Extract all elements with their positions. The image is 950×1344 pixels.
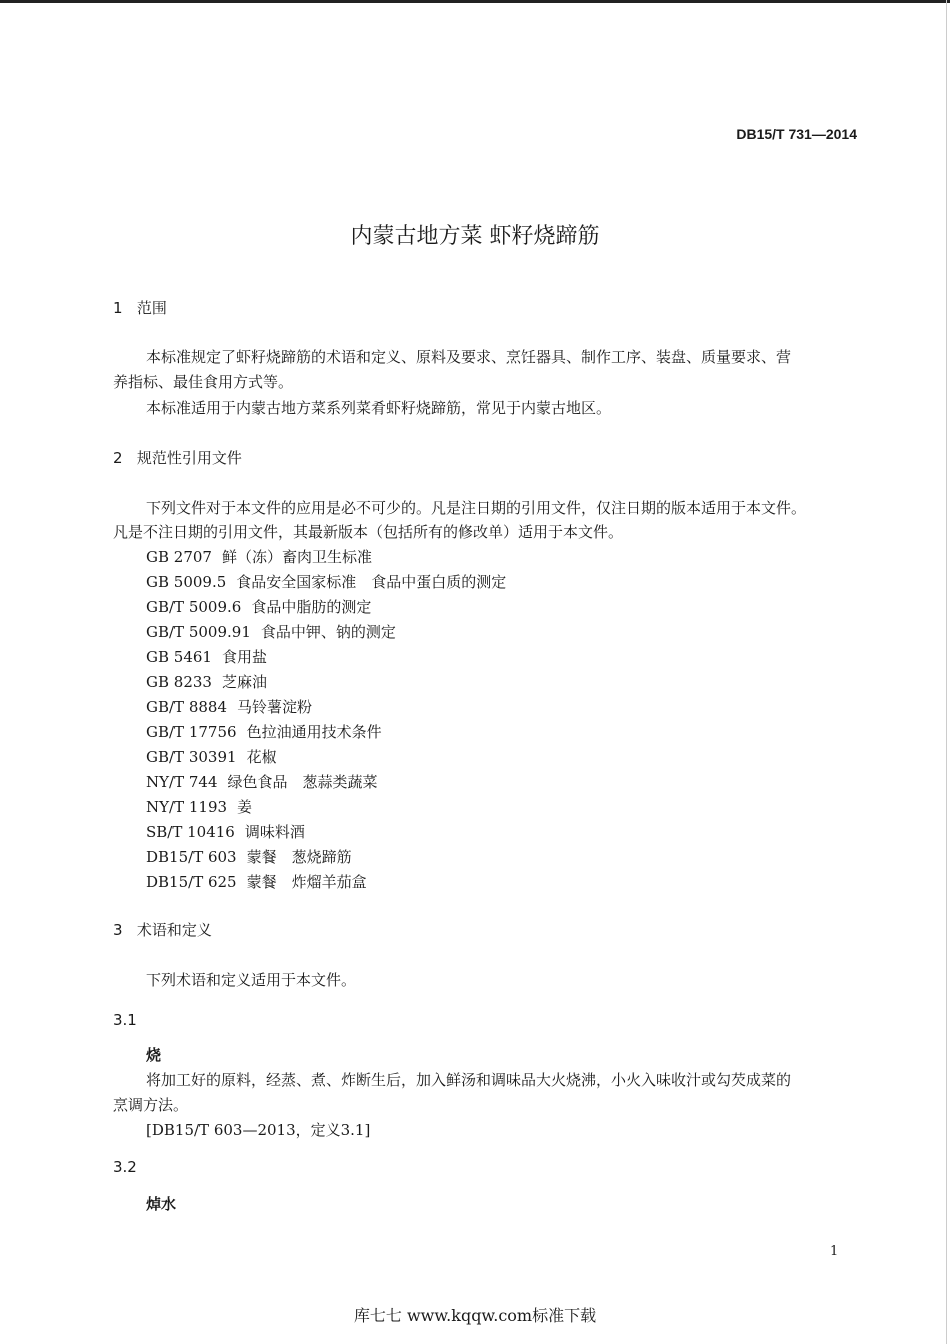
section-title: 术语和定义 — [136, 921, 212, 939]
reference-title: 色拉油通用技术条件 — [246, 723, 382, 741]
reference-item — [146, 672, 267, 692]
reference-item — [146, 772, 378, 792]
reference-item — [146, 622, 396, 642]
reference-item — [146, 822, 305, 842]
reference-code: GB 5009.5 — [146, 573, 227, 591]
reference-item — [146, 547, 372, 567]
reference-title: 蒙餐 炸熘羊茄盒 — [246, 873, 367, 891]
reference-title: 食品中脂肪的测定 — [251, 598, 372, 616]
paragraph-line: 凡是不注日期的引用文件，其最新版本（包括所有的修改单）适用于本文件。 — [113, 523, 624, 541]
reference-item — [146, 872, 367, 892]
term-number: 3.1 — [113, 1011, 137, 1029]
reference-code: SB/T 10416 — [146, 823, 235, 841]
section-number: 3 — [113, 921, 123, 939]
reference-item — [146, 697, 312, 717]
section-title: 范围 — [136, 299, 167, 317]
reference-title: 蒙餐 葱烧蹄筋 — [246, 848, 352, 866]
reference-title: 鲜（冻）畜肉卫生标准 — [221, 548, 372, 566]
paragraph-line: 本标准规定了虾籽烧蹄筋的术语和定义、原料及要求、烹饪器具、制作工序、装盘、质量要求、营 — [146, 348, 792, 366]
page-title: 内蒙古地方菜 虾籽烧蹄筋 — [350, 224, 600, 249]
reference-code: GB/T 30391 — [146, 748, 237, 766]
reference-item — [146, 647, 267, 667]
reference-title: 马铃薯淀粉 — [237, 698, 313, 716]
reference-title: 食用盐 — [221, 648, 267, 666]
footer-watermark: 库七七 www.kqqw.com标准下载 — [353, 1306, 597, 1325]
reference-code: DB15/T 625 — [146, 873, 237, 891]
reference-code: NY/T 744 — [146, 773, 218, 791]
section-1-heading — [113, 298, 167, 318]
paragraph-line: 本标准适用于内蒙古地方菜系列菜肴虾籽烧蹄筋，常见于内蒙古地区。 — [146, 399, 612, 417]
term: 焯水 — [146, 1195, 177, 1213]
reference-item — [146, 722, 382, 742]
reference-code: GB/T 17756 — [146, 723, 237, 741]
reference-item — [146, 572, 506, 592]
reference-title: 花椒 — [246, 748, 277, 766]
reference-title: 食品安全国家标准 食品中蛋白质的测定 — [236, 573, 507, 591]
reference-item — [146, 797, 252, 817]
paragraph-line: 下列文件对于本文件的应用是必不可少的。凡是注日期的引用文件，仅注日期的版本适用于本文件。 — [146, 499, 807, 517]
scan-border-right — [946, 0, 947, 1344]
reference-item — [146, 747, 277, 767]
reference-title: 姜 — [237, 798, 253, 816]
definition-source: [DB15/T 603—2013，定义3.1] — [146, 1121, 371, 1139]
reference-item — [146, 847, 352, 867]
reference-title: 绿色食品 葱蒜类蔬菜 — [227, 773, 378, 791]
page-number: 1 — [830, 1244, 839, 1259]
reference-title: 食品中钾、钠的测定 — [260, 623, 396, 641]
section-title: 规范性引用文件 — [136, 449, 242, 467]
reference-code: NY/T 1193 — [146, 798, 228, 816]
paragraph-line: 下列术语和定义适用于本文件。 — [146, 971, 357, 989]
reference-code: GB 2707 — [146, 548, 212, 566]
section-number: 2 — [113, 449, 123, 467]
reference-code: GB/T 8884 — [146, 698, 228, 716]
paragraph-line: 养指标、最佳食用方式等。 — [113, 373, 294, 391]
term-number: 3.2 — [113, 1158, 137, 1176]
reference-code: GB 5461 — [146, 648, 212, 666]
section-3-heading — [113, 920, 212, 940]
reference-title: 芝麻油 — [221, 673, 267, 691]
reference-code: GB/T 5009.6 — [146, 598, 242, 616]
definition-line: 将加工好的原料，经蒸、煮、炸断生后，加入鲜汤和调味品大火烧沸，小火入味收汁或勾芡成菜的 — [146, 1071, 792, 1089]
reference-code: GB 8233 — [146, 673, 212, 691]
definition-line: 烹调方法。 — [113, 1096, 189, 1114]
section-number: 1 — [113, 299, 123, 317]
section-2-heading — [113, 448, 242, 468]
doc-number: DB15/T 731—2014 — [736, 126, 857, 142]
reference-title: 调味料酒 — [244, 823, 305, 841]
reference-code: DB15/T 603 — [146, 848, 237, 866]
term: 烧 — [146, 1046, 162, 1064]
scan-border-top — [0, 0, 950, 3]
reference-code: GB/T 5009.91 — [146, 623, 251, 641]
reference-item — [146, 597, 371, 617]
